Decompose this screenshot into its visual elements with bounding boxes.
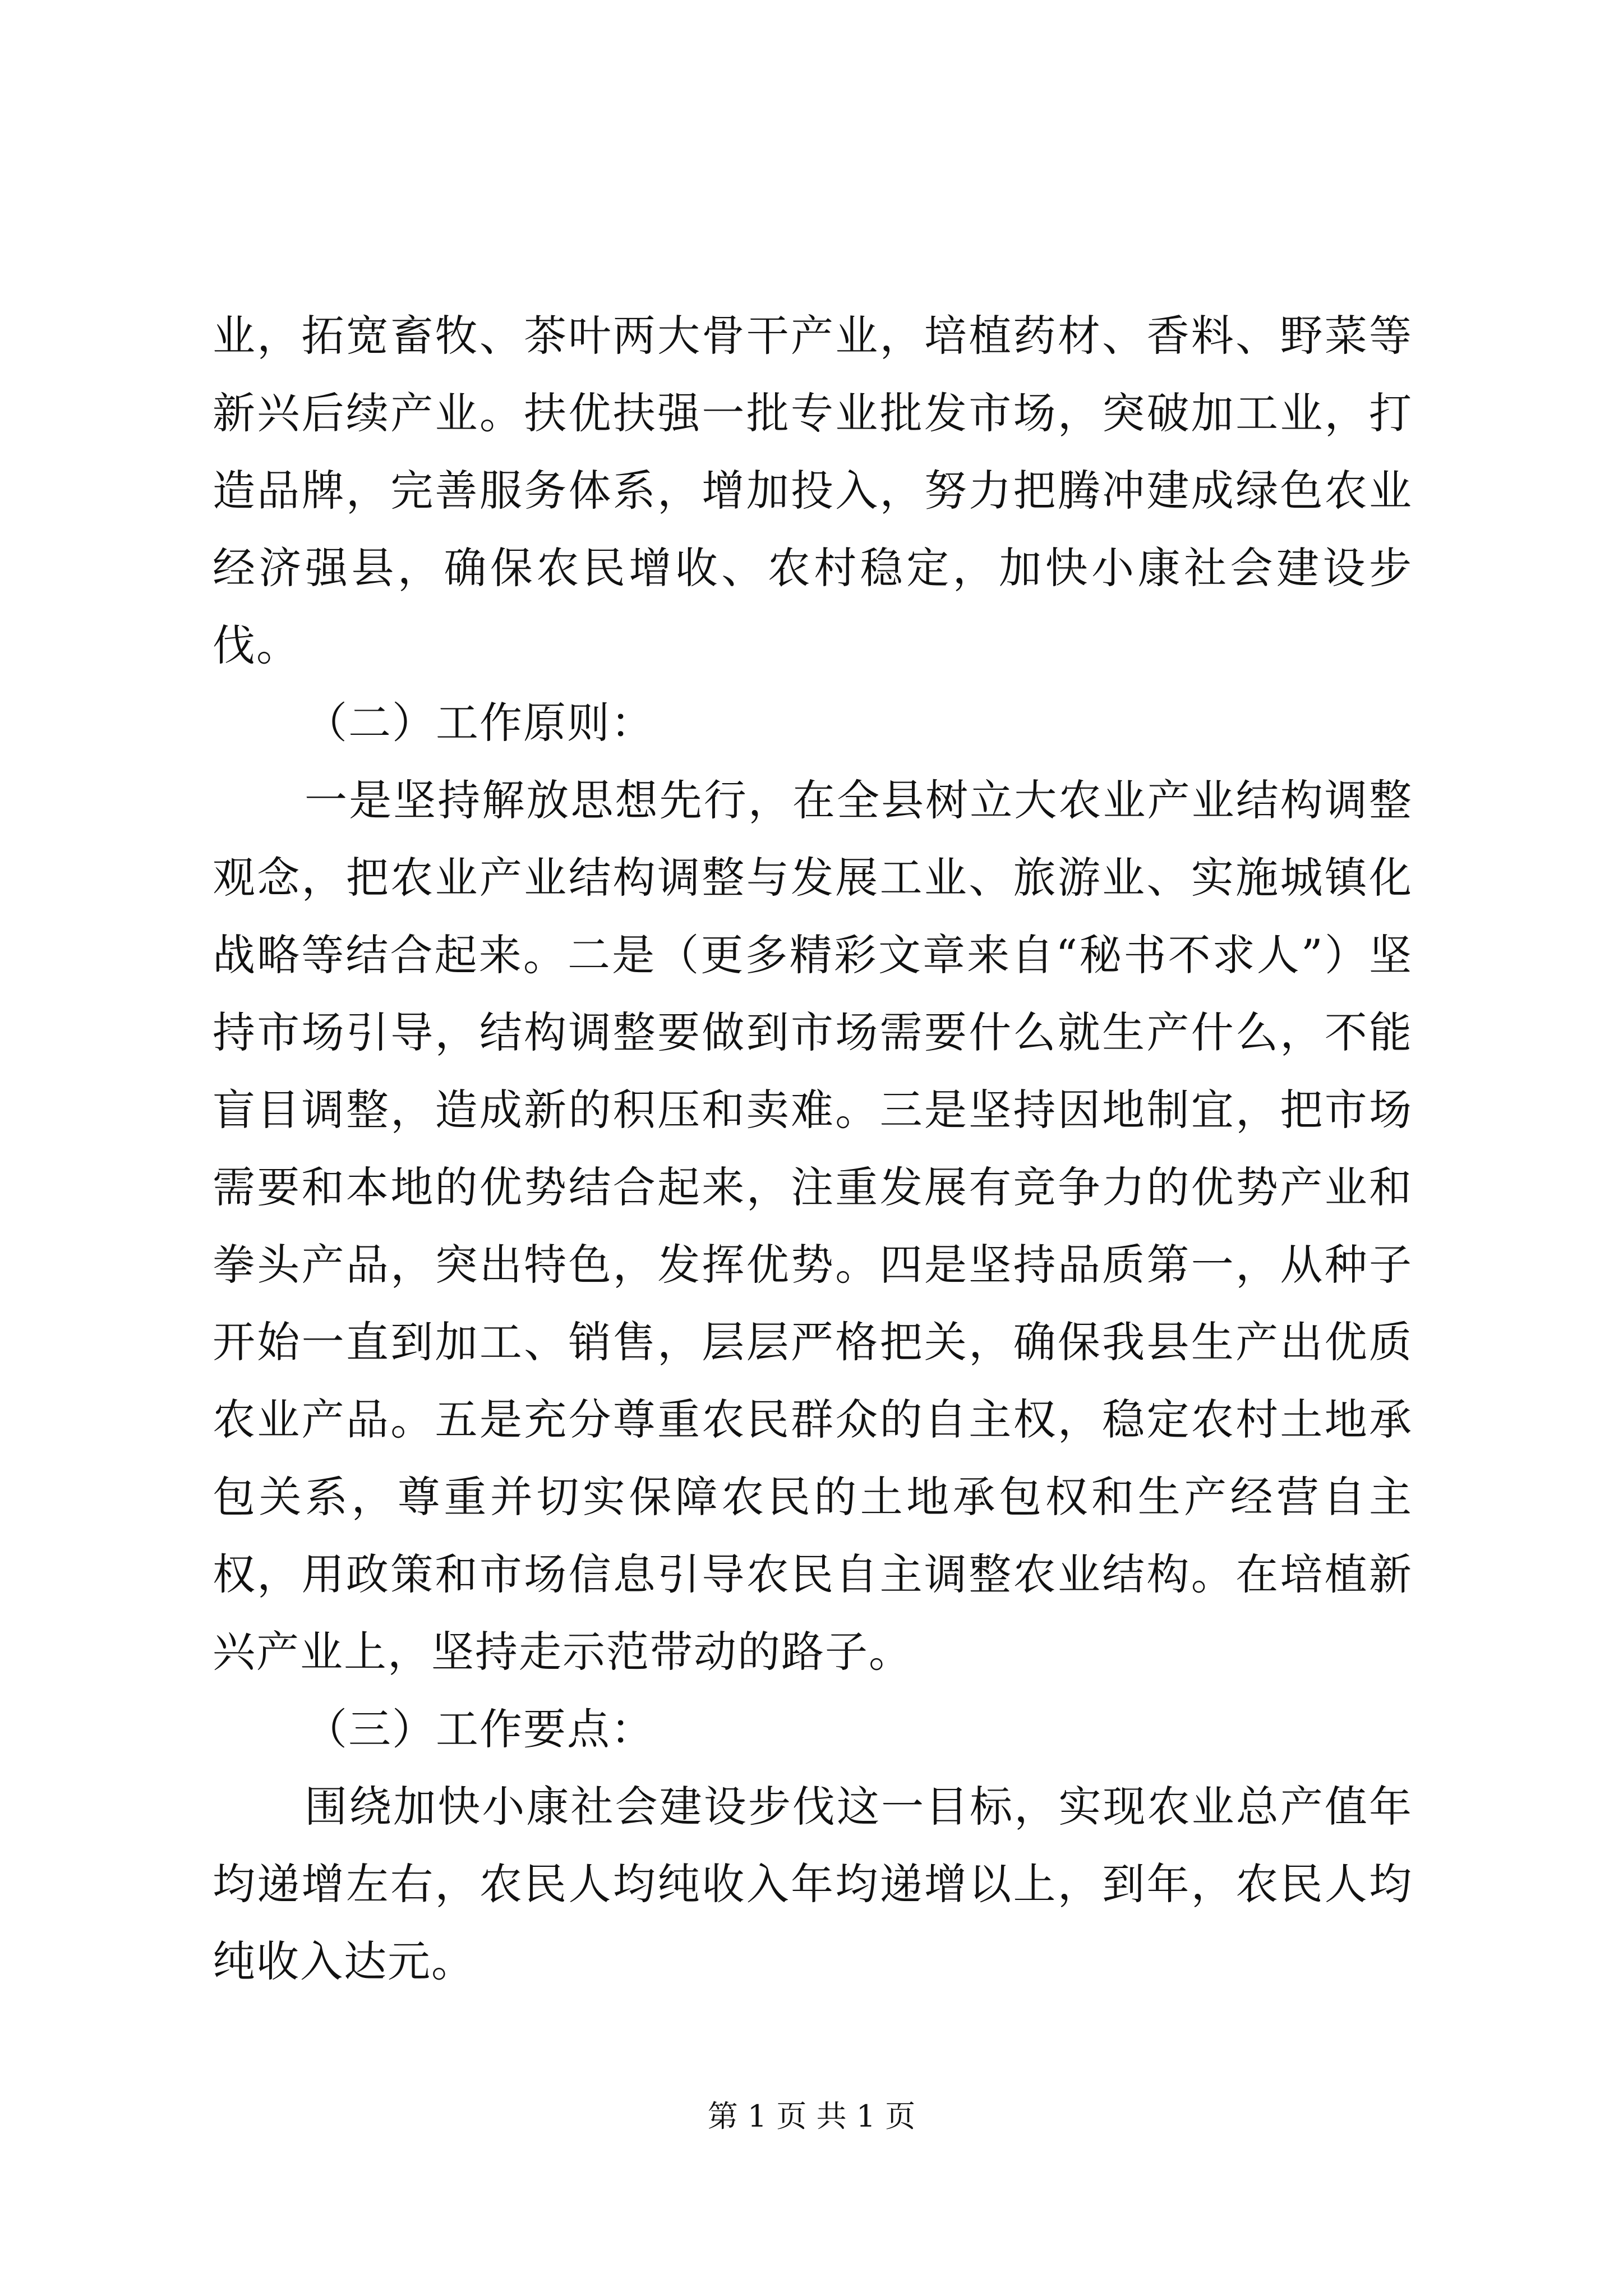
page-footer: 第 1 页 共 1 页: [707, 2099, 916, 2134]
paragraph-key-points: 围绕加快小康社会建设步伐这一目标，实现农业总产值年均递增左右，农民人均纯收入年均递增以上，到年，农民人均纯收入达元。: [213, 1782, 1413, 1986]
paragraph-principles: 一是坚持解放思想先行，在全县树立大农业产业结构调整观念，把农业产业结构调整与发展工业、旅游业、实施城镇化战略等结合起来。二是（更多精彩文章来自“秘书不求人”）坚持市场引导，结构调整要做到市场需要什么就生产什么，不能盲目调整，造成新的积压和卖难。三是坚持因地制宜，把市场需要和本地的优势结合起来，注重发展有竞争力的优势产业和拳头产品，突出特色，发挥优势。四是坚持品质第一，从种子开始一直到加工、销售，层层严格把关，确保我县生产出优质农业产品。五是充分尊重农民群众的自主权，稳定农村土地承包关系，尊重并切实保障农民的土地承包权和生产经营自主权，用政策和市场信息引导农民自主调整农业结构。在培植新兴产业上，坚持走示范带动的路子。: [213, 775, 1413, 1677]
section-heading-key-points: （三）工作要点：: [305, 1704, 654, 1754]
document-body: [213, 297, 1413, 2000]
paragraph-continuation: 业，拓宽畜牧、茶叶两大骨干产业，培植药材、香料、野菜等新兴后续产业。扶优扶强一批专业批发市场，突破加工业，打造品牌，完善服务体系，增加投入，努力把腾冲建成绿色农业经济强县，确保农民增收、农村稳定，加快小康社会建设步伐。: [213, 311, 1413, 670]
section-heading-principles: （二）工作原则：: [305, 698, 654, 748]
